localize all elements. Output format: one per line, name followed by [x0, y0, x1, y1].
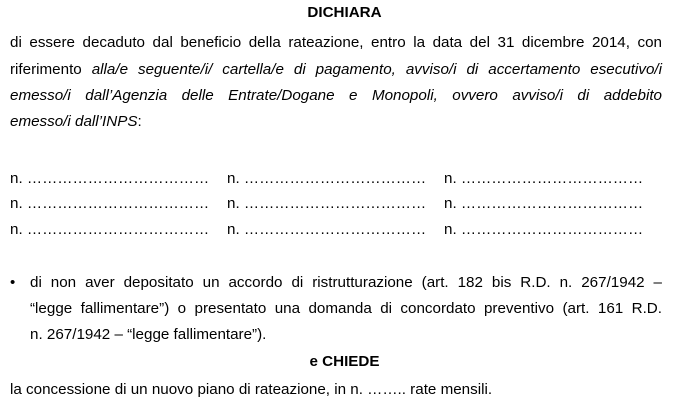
intro-line-4-italic: emesso/i dall’INPS	[10, 113, 138, 130]
number-field: n. ………………………………	[10, 221, 210, 238]
bullet-line-3: n. 267/1942 – “legge fallimentare”).	[30, 326, 267, 343]
bullet-icon: •	[10, 274, 16, 291]
number-field: n. ………………………………	[444, 195, 644, 212]
intro-line-4-colon: :	[137, 113, 142, 130]
intro-line-3	[10, 87, 662, 104]
intro-line-1: di essere decaduto dal beneficio della rateazione, entro la data del 31 dicembre 2014, con	[10, 34, 662, 51]
number-field: n. ………………………………	[227, 195, 427, 212]
request-line: la concessione di un nuovo piano di rateazione, in n. …….. rate mensili.	[10, 381, 493, 398]
intro-line-2-italic: alla/e seguente/i/ cartella/e di pagamento, avviso/i di accertamento esecutivo/i	[91, 61, 662, 78]
number-field: n. ………………………………	[10, 170, 210, 187]
heading-chiede: e CHIEDE	[309, 353, 380, 370]
bullet-line-2: “legge fallimentare”) o presentato una domanda di concordato preventivo (art. 161 R.D.	[30, 300, 662, 317]
intro-line-2	[10, 61, 662, 78]
intro-line-4	[10, 113, 142, 130]
number-field: n. ………………………………	[227, 170, 427, 187]
heading-dichiara: DICHIARA	[307, 4, 382, 21]
number-field: n. ………………………………	[227, 221, 427, 238]
number-field: n. ………………………………	[444, 170, 644, 187]
intro-line-2-plain: riferimento	[10, 61, 92, 78]
number-field: n. ………………………………	[444, 221, 644, 238]
intro-line-3-italic: emesso/i dall’Agenzia delle Entrate/Dogane e Monopoli, ovvero avviso/i di addebito	[10, 87, 662, 104]
bullet-line-1: di non aver depositato un accordo di ristrutturazione (art. 182 bis R.D. n. 267/1942 –	[30, 274, 662, 291]
number-field: n. ………………………………	[10, 195, 210, 212]
